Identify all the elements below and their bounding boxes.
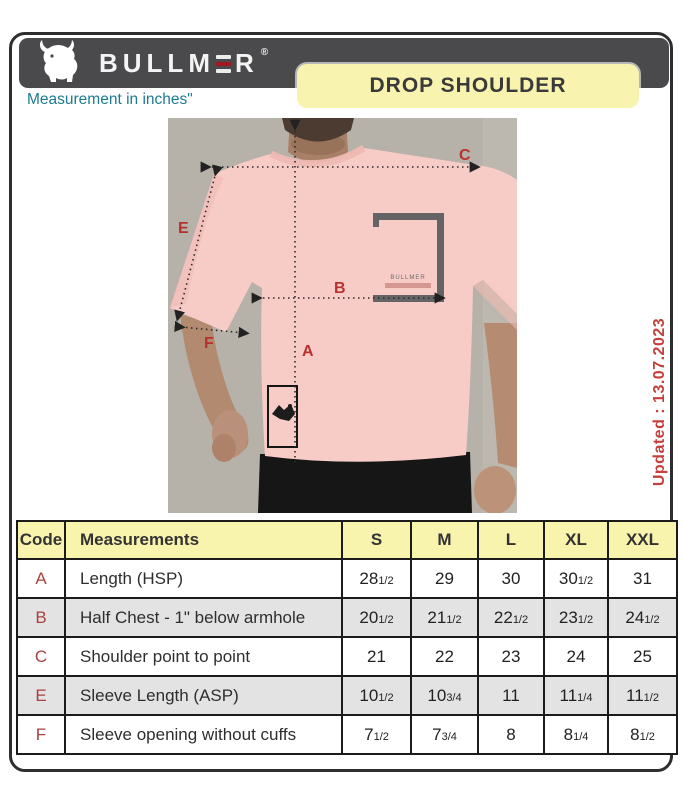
shirt-brand-text: BULLMER xyxy=(390,275,426,281)
registered-mark: ® xyxy=(260,47,269,58)
tshirt-measurement-diagram xyxy=(168,118,517,513)
column-header: Code xyxy=(17,521,65,559)
brand-wordmark-e xyxy=(216,55,231,73)
size-value-cell: 81/4 xyxy=(544,715,608,754)
brand-wordmark-post: R xyxy=(234,48,259,78)
size-value-cell: 25 xyxy=(608,637,677,676)
size-value-cell: 71/2 xyxy=(342,715,411,754)
brand-wordmark-pre: BULLM xyxy=(99,48,215,78)
code-cell: B xyxy=(17,598,65,637)
size-value-cell: 31 xyxy=(608,559,677,598)
column-header: L xyxy=(478,521,544,559)
size-value-cell: 21 xyxy=(342,637,411,676)
table-row xyxy=(17,637,677,676)
size-value-cell: 211/2 xyxy=(411,598,478,637)
size-value-cell: 24 xyxy=(544,637,608,676)
brand-wordmark xyxy=(99,47,269,78)
size-value-cell: 22 xyxy=(411,637,478,676)
code-cell: C xyxy=(17,637,65,676)
size-chart-table xyxy=(16,520,678,755)
size-value-cell: 101/2 xyxy=(342,676,411,715)
size-value-cell: 29 xyxy=(411,559,478,598)
size-value-cell: 111/2 xyxy=(608,676,677,715)
size-value-cell: 11 xyxy=(478,676,544,715)
column-header: M xyxy=(411,521,478,559)
size-value-cell: 8 xyxy=(478,715,544,754)
table-row xyxy=(17,598,677,637)
code-cell: A xyxy=(17,559,65,598)
size-value-cell: 23 xyxy=(478,637,544,676)
size-value-cell: 103/4 xyxy=(411,676,478,715)
size-value-cell: 30 xyxy=(478,559,544,598)
bull-logo-icon xyxy=(37,39,83,88)
code-cell: F xyxy=(17,715,65,754)
size-value-cell: 281/2 xyxy=(342,559,411,598)
size-value-cell: 73/4 xyxy=(411,715,478,754)
label-A: A xyxy=(302,343,314,360)
column-header: Measurements xyxy=(65,521,342,559)
column-header: XL xyxy=(544,521,608,559)
updated-date-note: Updated : 13.07.2023 xyxy=(651,317,668,487)
size-value-cell: 111/4 xyxy=(544,676,608,715)
column-header: XXL xyxy=(608,521,677,559)
size-table-header xyxy=(17,521,677,559)
style-title: DROP SHOULDER xyxy=(369,74,567,97)
size-value-cell: 301/2 xyxy=(544,559,608,598)
size-value-cell: 201/2 xyxy=(342,598,411,637)
table-row xyxy=(17,559,677,598)
column-header: S xyxy=(342,521,411,559)
measurement-cell: Length (HSP) xyxy=(65,559,342,598)
size-value-cell: 241/2 xyxy=(608,598,677,637)
measurement-cell: Shoulder point to point xyxy=(65,637,342,676)
label-F: F xyxy=(204,335,214,352)
style-title-banner xyxy=(297,64,639,108)
size-value-cell: 231/2 xyxy=(544,598,608,637)
label-E: E xyxy=(178,220,189,237)
size-value-cell: 81/2 xyxy=(608,715,677,754)
measurement-unit-note: Measurement in inches" xyxy=(27,91,193,108)
table-row xyxy=(17,715,677,754)
measurement-cell: Sleeve opening without cuffs xyxy=(65,715,342,754)
table-row xyxy=(17,676,677,715)
measurement-cell: Half Chest - 1" below armhole xyxy=(65,598,342,637)
measurement-cell: Sleeve Length (ASP) xyxy=(65,676,342,715)
size-value-cell: 221/2 xyxy=(478,598,544,637)
label-C: C xyxy=(459,147,471,164)
label-B: B xyxy=(334,280,346,297)
code-cell: E xyxy=(17,676,65,715)
